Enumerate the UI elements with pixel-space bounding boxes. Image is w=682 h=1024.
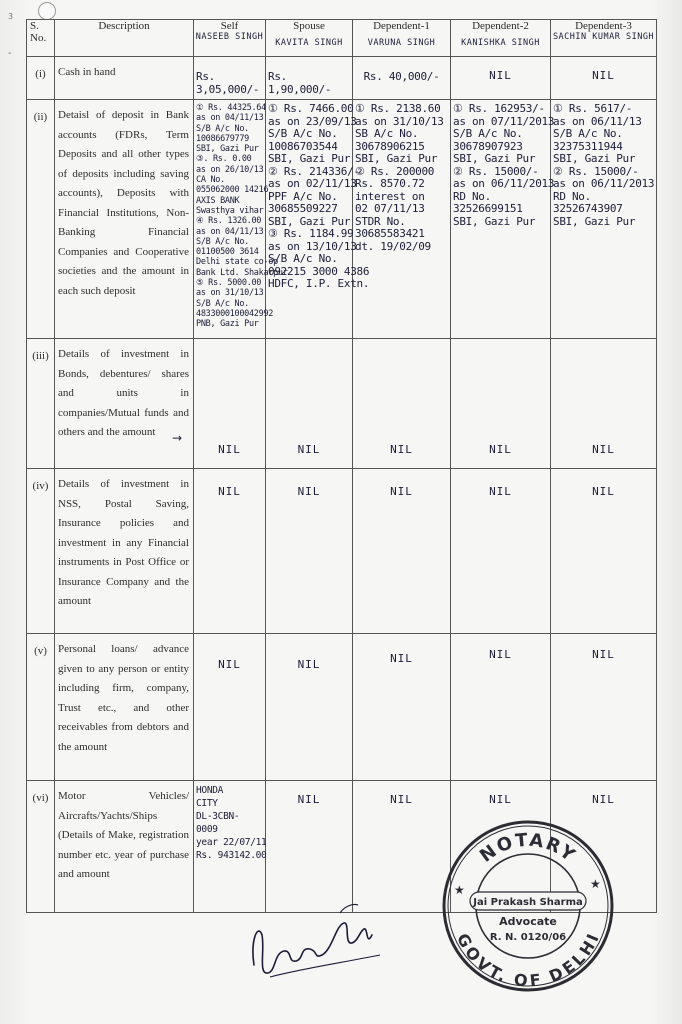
handwritten-line: ② Rs. 214336/- [268,164,360,178]
header-sno: S. No. [27,20,55,57]
handwritten-line: 02 07/11/13 [355,202,425,215]
handwritten-line: 01100500 3614 [196,247,259,258]
handwritten-line: as on 26/10/13 [196,164,264,175]
deposit-dep3-lines [553,103,654,228]
handwritten-line: as on 31/10/13 [196,288,264,299]
stamp-name: Jai Prakash Sharma [473,897,583,908]
handwritten-line: ① Rs. 162953/- [453,102,545,115]
handwritten-line: ① Rs. 7466.00 [268,102,354,115]
table-row [27,469,657,634]
stamp-star-left: ★ [454,883,465,897]
handwritten-line: SBI, Gazi Pur [268,214,351,228]
handwritten-line: SBI, Gazi Pur [355,152,438,165]
postal-dep3: NIL [551,469,657,634]
row-sno: (iii) [27,339,55,469]
header-description: Description [55,20,194,57]
arrow-mark: → [172,431,183,445]
handwritten-line: Rs. 8570.72 [355,177,425,190]
handwritten-line: as on 23/09/13 [268,114,357,128]
handwritten-line: SBI, Gazi Pur [453,214,536,228]
table-row [27,100,657,339]
handwritten-line: S/B A/c No. [268,127,338,140]
row-sno: (v) [27,634,55,781]
row-description: Details of investment in NSS, Postal Saving, Insurance policies and investment in any Financial instruments in Post Office or Insurance Company and the amount [55,469,194,634]
handwritten-line: as on 07/11/2013 [453,114,555,128]
handwritten-line: DL-3CBN- [196,811,240,822]
punch-hole [38,2,56,20]
handwritten-line: 32526699151 [453,202,523,215]
row-sno: (vi) [27,781,55,913]
handwritten-line: 10086703544 [268,139,338,153]
handwritten-line: 32526743907 [553,202,623,215]
header-dep3-name: SACHIN KUMAR SINGH [552,32,655,42]
handwritten-line: ② Rs. 15000/- [453,164,539,178]
handwritten-line: 32375311944 [553,139,623,153]
table-row [27,339,657,469]
handwritten-line: AXIS BANK [196,195,240,206]
vehicle-dep1: NIL [353,781,451,913]
handwritten-line: Rs. 943142.00 [196,850,267,861]
header-dependent-1: Dependent-1 VARUNA SINGH [353,20,451,57]
loans-spouse: NIL [266,634,353,781]
cash-dep3: NIL [551,57,657,100]
handwritten-line: as on 06/11/2013 [553,177,655,190]
deposit-dep1 [353,100,451,339]
handwritten-line: ③. Rs. 0.00 [196,154,252,165]
header-dep1-name: VARUNA SINGH [367,38,436,48]
handwritten-line: Swasthya vihar [196,205,264,216]
stamp-reg: R. N. 0120/06 [489,932,567,943]
loans-dep1: NIL [353,634,451,781]
table-row [27,57,657,100]
handwritten-line: 30685583421 [355,227,425,240]
signature [240,895,390,985]
row-sno: (ii) [27,100,55,339]
handwritten-line: PPF A/c No. [268,189,338,203]
deposit-self [194,100,288,339]
header-dep2-name: KANISHKA SINGH [461,38,540,48]
handwritten-line: SBI, Gazi Pur [268,152,351,165]
deposit-spouse-lines [268,102,370,291]
handwritten-line: RD No. [553,189,591,203]
handwritten-line: SBI, Gazi Pur [196,144,259,155]
handwritten-line: HONDA [196,785,224,796]
postal-dep1: NIL [353,469,451,634]
deposit-dep2-lines [453,102,555,228]
table-row [27,634,657,781]
handwritten-line: ② Rs. 200000 [355,164,435,178]
investment-self: NIL [194,339,266,469]
handwritten-line: 4833000100042992 [196,308,274,319]
postal-spouse: NIL [266,469,353,634]
handwritten-line: CA No. [196,175,225,186]
handwritten-line: interest on [355,189,425,203]
handwritten-line: SB A/c No. [355,127,419,140]
header-self: Self NASEEB SINGH [194,20,266,57]
handwritten-line: Delhi state co-op [196,257,278,268]
row-sno: (iv) [27,469,55,634]
vehicle-self-lines [196,784,267,862]
handwritten-line: 092215 3000 4386 [268,264,370,278]
loans-dep2: NIL [451,634,551,781]
handwritten-line: S/B A/c No. [553,127,623,140]
postal-self: NIL [194,469,266,634]
header-spouse-name: KAVITA SINGH [275,38,343,48]
investment-dep1: NIL [353,339,451,469]
cash-spouse: Rs. 1,90,000/- [266,57,353,100]
cash-dep2: NIL [451,57,551,100]
handwritten-line: ② Rs. 15000/- [553,164,639,178]
handwritten-line: as on 02/11/13 [268,177,357,190]
asset-declaration-table [26,19,657,913]
handwritten-line: ① Rs. 5617/- [553,102,633,115]
investment-dep3: NIL [551,339,657,469]
handwritten-line: 30678906215 [355,139,425,153]
handwritten-line: S/B A/c No. [268,252,338,265]
header-spouse: Spouse KAVITA SINGH [266,20,353,57]
row-description: Cash in hand [55,57,194,100]
handwritten-line: ④ Rs. 1326.00 [196,216,262,227]
deposit-self-lines [196,103,288,335]
handwritten-line: STDR No. [355,214,406,228]
handwritten-line: as on 06/11/2013 [453,177,555,190]
cash-dep1: Rs. 40,000/- [353,57,451,100]
handwritten-line: SBI, Gazi Pur [553,152,636,165]
vehicle-dep2: NIL [451,781,551,913]
postal-dep2: NIL [451,469,551,634]
handwritten-line: dt. 19/02/09 [355,239,431,253]
stamp-bottom-text: GOVT. OF DELHI [453,930,604,991]
header-row [27,20,657,57]
handwritten-line: S/B A/c No. [196,236,249,247]
handwritten-line: 055062000 14216 [196,185,269,196]
stamp-title: Advocate [499,915,557,928]
deposit-dep3 [551,100,657,339]
handwritten-line: RD No. [453,189,491,203]
handwritten-line: as on 13/10/13 [268,239,357,253]
handwritten-line: 30678907923 [453,139,523,153]
header-dependent-3: Dependent-3 SACHIN KUMAR SINGH [551,20,657,57]
vehicle-spouse: NIL [266,781,353,913]
investment-spouse: NIL [266,339,353,469]
handwritten-line: SBI, Gazi Pur [553,214,636,228]
stamp-top-text: NOTARY [476,829,581,867]
handwritten-line: S/B A/c No. [453,127,523,140]
handwritten-line: year 22/07/11 [196,837,267,848]
margin-mark: 3 [8,12,14,21]
row-description: Detaisl of deposit in Bank accounts (FDRs, Term Deposits and all other types of deposits including saving accounts), Deposits with Financial Institutions, Non-Banking Financial Companies and Cooperative societies and the amount in each such deposit [55,100,194,339]
handwritten-line: S/B A/c No. [196,298,249,309]
deposit-dep2 [451,100,555,339]
handwritten-line: as on 04/11/13 [196,113,264,124]
vehicle-dep3: NIL [551,781,657,913]
row-description: Personal loans/ advance given to any person or entity including firm, company, Trust etc., and other receivables from debtors and the amount [55,634,194,781]
header-self-name: NASEEB SINGH [195,32,264,42]
deposit-spouse [266,100,370,339]
stamp-star-right: ★ [590,877,601,891]
handwritten-line: as on 06/11/13 [553,114,642,128]
handwritten-line: S/B A/c No. [196,123,249,134]
handwritten-line: PNB, Gazi Pur [196,319,259,330]
margin-dash: - [8,48,12,59]
row-description: Motor Vehicles/ Aircrafts/Yachts/Ships (Details of Make, registration number etc. year of purchase and amount [55,781,194,913]
investment-dep2: NIL [451,339,551,469]
handwritten-line: SBI, Gazi Pur [453,152,536,165]
cash-self: Rs. 3,05,000/- [194,57,266,100]
handwritten-line: 30685509227 [268,202,338,215]
handwritten-line: 10086679779 [196,133,249,144]
loans-dep3: NIL [551,634,657,781]
notary-stamp [440,818,616,994]
handwritten-line: ③ Rs. 1184.99 [268,227,354,240]
handwritten-line: ⑤ Rs. 5000.00 [196,278,262,289]
handwritten-line: ① Rs. 2138.60 [355,102,441,115]
deposit-dep1-lines [355,103,448,253]
row-description: Details of investment in Bonds, debentures/ shares and units in companies/Mutual funds and others and the amount [55,339,194,469]
handwritten-line: as on 04/11/13 [196,226,264,237]
handwritten-line: CITY [196,798,218,809]
handwritten-line: HDFC, I.P. Extn. [268,277,370,290]
handwritten-line: 0009 [196,824,218,835]
handwritten-line: ① Rs. 44325.64 [196,103,266,113]
header-dependent-2: Dependent-2 KANISHKA SINGH [451,20,551,57]
handwritten-line: Bank Ltd. Shakarpur [196,267,288,278]
vehicle-self [194,781,266,913]
row-sno: (i) [27,57,55,100]
handwritten-line: as on 31/10/13 [355,114,444,128]
loans-self: NIL [194,634,266,781]
